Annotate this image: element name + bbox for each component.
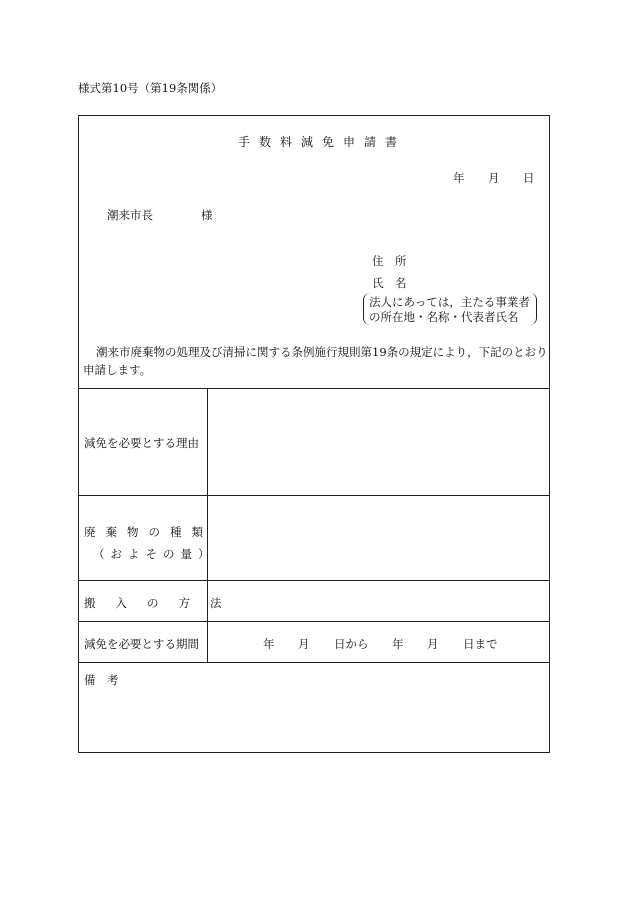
period-from-day: 日から (334, 637, 369, 651)
waste-amount-label: （およその量） (93, 547, 216, 561)
table-rule (78, 662, 550, 663)
table-rule (78, 388, 550, 389)
date-day: 日 (523, 171, 535, 185)
corporate-note-line1: 法人にあっては，主たる事業者 (369, 295, 530, 309)
addressee-name: 潮来市長 (107, 208, 153, 222)
name-label: 氏 名 (372, 276, 407, 290)
table-rule (78, 621, 550, 622)
period-from-month: 月 (298, 637, 310, 651)
period-to-day: 日まで (463, 637, 498, 651)
table-rule (78, 495, 550, 496)
remarks-field[interactable] (80, 690, 548, 750)
waste-type-label: 廃棄物の種類 (84, 525, 213, 539)
body-text-line2: 申請します。 (83, 363, 152, 377)
remarks-label: 備 考 (84, 673, 119, 687)
address-label: 住 所 (372, 254, 407, 268)
date-year: 年 (453, 171, 465, 185)
waste-type-field[interactable] (209, 497, 548, 579)
table-rule (78, 580, 550, 581)
body-text-line1: 潮来市廃棄物の処理及び清掃に関する条例施行規則第19条の規定により，下記のとおり (96, 345, 548, 359)
period-to-month: 月 (427, 637, 439, 651)
reason-label: 減免を必要とする理由 (84, 436, 199, 450)
addressee-honorific: 様 (201, 208, 213, 222)
period-label: 減免を必要とする期間 (84, 637, 199, 651)
period-to-year: 年 (392, 637, 404, 651)
form-title: 手数料減免申請書 (238, 135, 407, 149)
delivery-method-field[interactable] (209, 582, 548, 620)
form-number: 様式第10号（第19条関係） (78, 81, 223, 95)
date-month: 月 (488, 171, 500, 185)
reason-field[interactable] (209, 390, 548, 494)
period-from-year: 年 (263, 637, 275, 651)
corporate-note-line2: の所在地・名称・代表者氏名 (369, 310, 519, 324)
delivery-method-label: 搬入の方法 (84, 596, 242, 610)
